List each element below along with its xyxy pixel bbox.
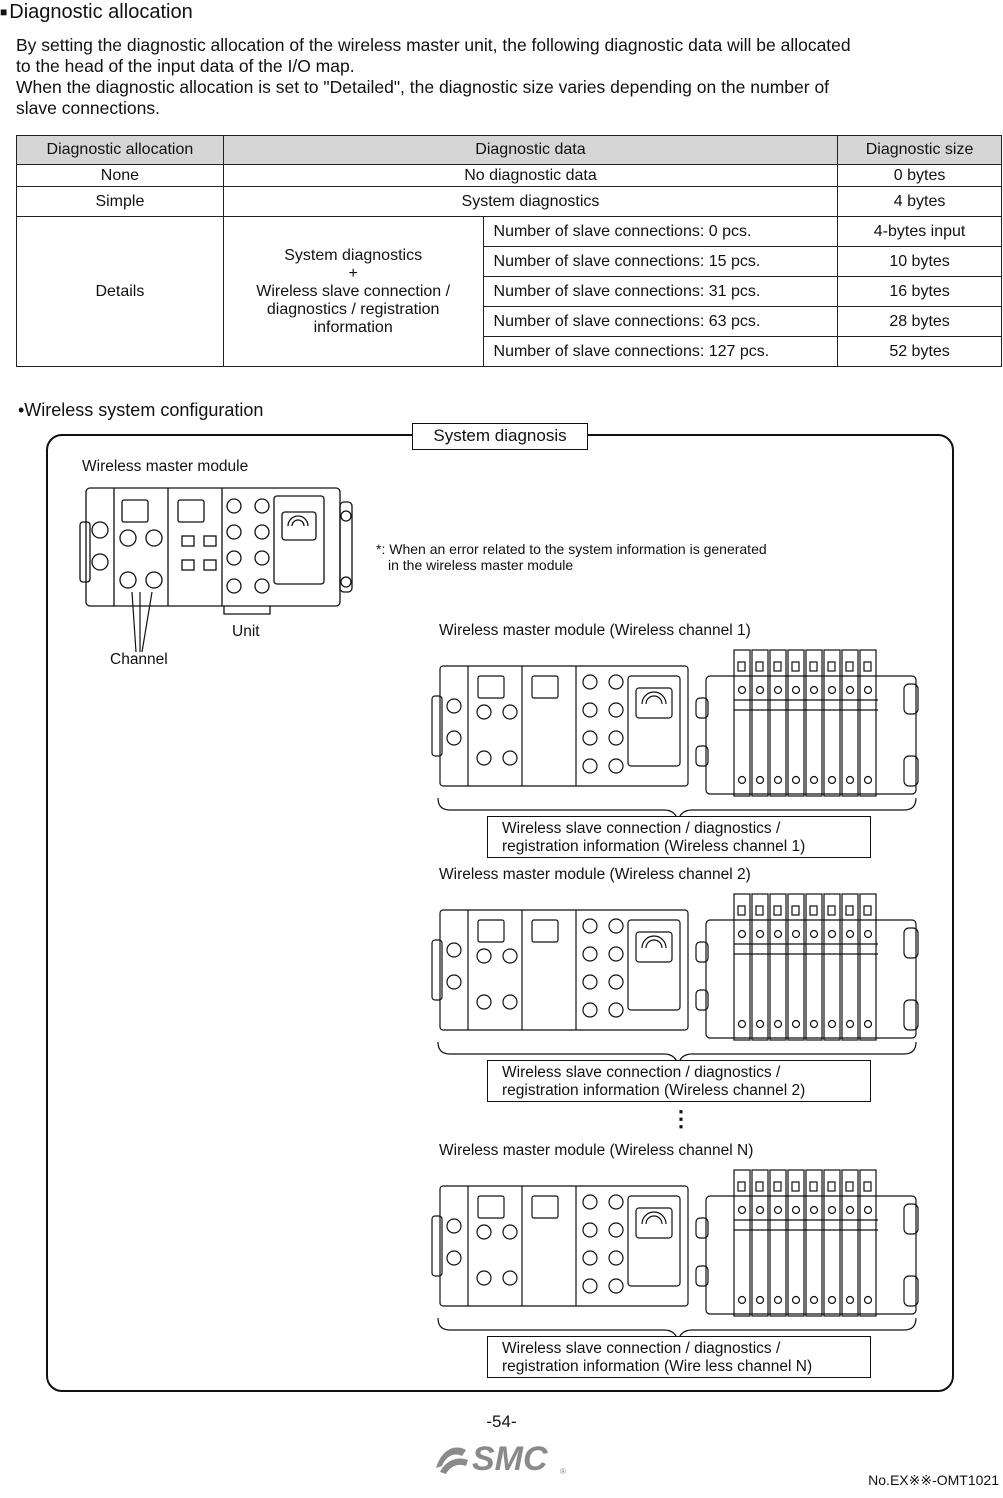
table-cell: No diagnostic data: [223, 165, 837, 187]
details-data-cell: [223, 217, 483, 367]
note-line: *: When an error related to the system information is generated: [376, 541, 767, 557]
header-cell: Diagnostic data: [223, 136, 837, 165]
table-row: [17, 217, 1002, 247]
details-data-line: diagnostics / registration: [266, 300, 440, 318]
table-cell: 52 bytes: [838, 337, 1002, 367]
channel-module-illustration: [428, 1166, 928, 1346]
table-cell: Simple: [17, 187, 224, 217]
channel-info-box: [487, 1336, 871, 1378]
channel-info-box: [487, 1060, 871, 1102]
diagnostic-table: [16, 135, 1002, 367]
intro-line: slave connections.: [16, 98, 160, 118]
channel-info-line: Wireless slave connection / diagnostics /: [502, 1340, 781, 1357]
intro-line: By setting the diagnostic allocation of the wireless master unit, the following diagnostic data will be allocated: [16, 35, 851, 55]
table-cell: Number of slave connections: 127 pcs.: [483, 337, 838, 367]
master-module-label: Wireless master module: [82, 458, 249, 475]
table-row: [17, 187, 1002, 217]
channel-title: Wireless master module (Wireless channel N): [439, 1142, 754, 1159]
channel-module-illustration: [428, 890, 928, 1070]
heading-title: Diagnostic allocation: [9, 1, 193, 23]
details-data-line: System diagnostics: [284, 246, 423, 264]
table-cell: Number of slave connections: 31 pcs.: [483, 277, 838, 307]
table-row: [17, 165, 1002, 187]
section-heading: [0, 0, 193, 24]
square-bullet-icon: ■: [0, 5, 8, 19]
ellipsis-icon: ⋮: [670, 1106, 692, 1131]
intro-line: When the diagnostic allocation is set to "Detailed", the diagnostic size varies depending on the number of: [16, 77, 830, 97]
table-cell: 4-bytes input: [838, 217, 1002, 247]
table-cell: 4 bytes: [838, 187, 1002, 217]
table-cell: 28 bytes: [838, 307, 1002, 337]
table-cell: Number of slave connections: 15 pcs.: [483, 247, 838, 277]
registered-mark: ®: [560, 1467, 566, 1476]
page-number: -54-: [486, 1412, 517, 1431]
logo-text: SMC: [472, 1440, 548, 1478]
channel-title: Wireless master module (Wireless channel 2): [439, 866, 751, 883]
table-cell: Number of slave connections: 63 pcs.: [483, 307, 838, 337]
header-cell: Diagnostic size: [838, 136, 1002, 165]
system-diagnosis-label: System diagnosis: [412, 423, 588, 450]
table-cell: 10 bytes: [838, 247, 1002, 277]
details-data-line: Wireless slave connection /: [256, 282, 451, 300]
channel-module-illustration: [428, 646, 928, 826]
channel-info-line: registration information (Wireless channel 1): [502, 838, 806, 855]
smc-logo: [432, 1438, 572, 1483]
channel-title: Wireless master module (Wireless channel 1): [439, 622, 751, 639]
channel-info-box: [487, 816, 871, 858]
table-cell: Number of slave connections: 0 pcs.: [483, 217, 838, 247]
table-header-row: [17, 136, 1002, 165]
note-line: in the wireless master module: [388, 557, 574, 573]
table-cell: None: [17, 165, 224, 187]
section-title: •Wireless system configuration: [18, 400, 264, 420]
intro-paragraph: [16, 35, 1001, 119]
unit-label: Unit: [232, 623, 260, 640]
channel-info-line: Wireless slave connection / diagnostics /: [502, 1064, 781, 1081]
details-data-line: information: [313, 318, 393, 336]
channel-info-line: registration information (Wireless channel 2): [502, 1082, 806, 1099]
table-cell: 0 bytes: [838, 165, 1002, 187]
header-cell: Diagnostic allocation: [17, 136, 224, 165]
details-data-line: +: [348, 264, 358, 282]
table-cell: 16 bytes: [838, 277, 1002, 307]
table-cell: System diagnostics: [223, 187, 837, 217]
intro-line: to the head of the input data of the I/O map.: [16, 56, 355, 76]
smc-logo-icon: [432, 1438, 572, 1478]
table-cell: Details: [17, 217, 224, 367]
document-number: No.EX※※-OMT1021: [868, 1472, 999, 1488]
channel-label: Channel: [110, 651, 168, 668]
channel-info-line: registration information (Wire less channel N): [502, 1358, 813, 1375]
master-module-illustration: [78, 482, 363, 672]
channel-info-line: Wireless slave connection / diagnostics /: [502, 820, 781, 837]
